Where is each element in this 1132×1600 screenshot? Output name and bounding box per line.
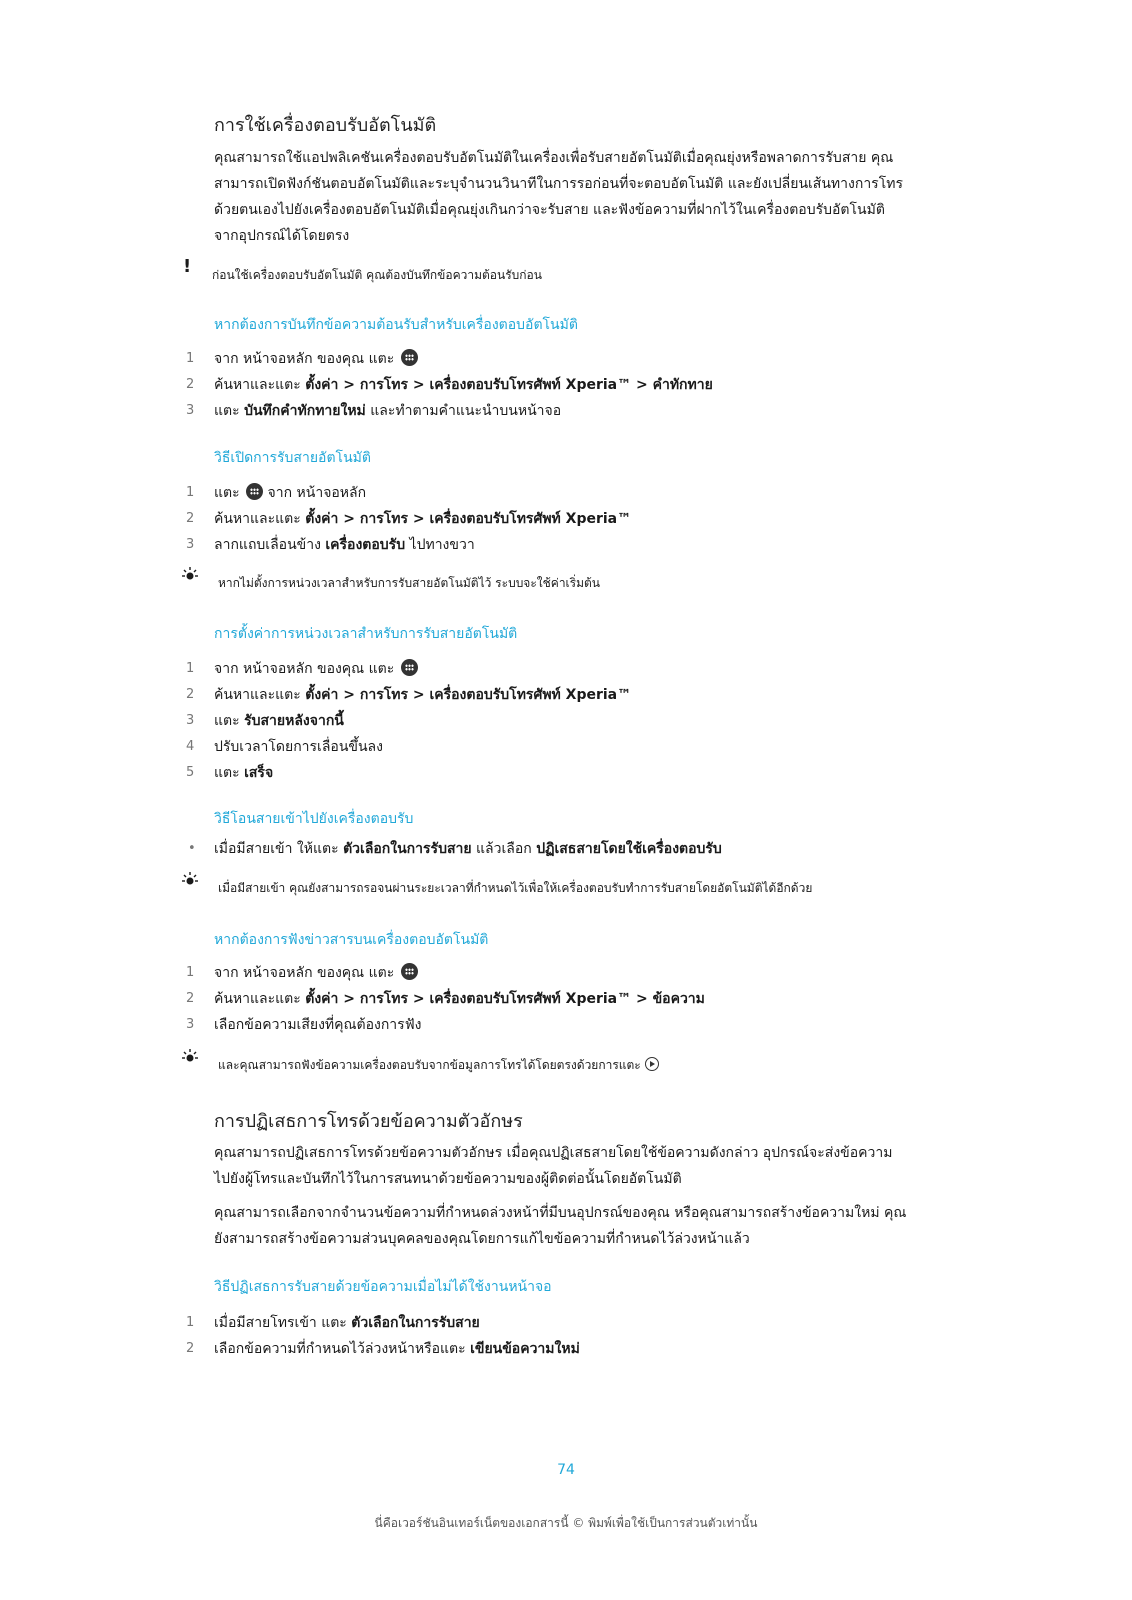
section-title: การใช้เครื่องตอบรับอัตโนมัติ bbox=[214, 115, 437, 136]
step-number: 1 bbox=[186, 1315, 195, 1330]
lightbulb-icon bbox=[180, 871, 200, 889]
step-number: 2 bbox=[186, 511, 195, 526]
bullet: • bbox=[188, 841, 196, 856]
section-title: การปฏิเสธการโทรด้วยข้อความตัวอักษร bbox=[214, 1111, 523, 1132]
footer-notice: นี่คือเวอร์ชันอินเทอร์เน็ตของเอกสารนี้ © พิมพ์เพื่อใช้เป็นการส่วนตัวเท่านั้น bbox=[374, 1516, 758, 1530]
step-number: 2 bbox=[186, 991, 195, 1006]
step-number: 5 bbox=[186, 765, 195, 780]
procedure-title: การตั้งค่าการหน่วงเวลาสำหรับการรับสายอัตโนมัติ bbox=[214, 626, 518, 642]
apps-grid-icon bbox=[401, 963, 418, 980]
step-text: ค้นหาและแตะ ตั้งค่า > การโทร > เครื่องตอบรับโทรศัพท์ Xperia™ bbox=[214, 511, 632, 527]
step-number: 3 bbox=[186, 713, 195, 728]
step-text: แตะ จาก หน้าจอหลัก bbox=[214, 485, 367, 501]
tip-note: และคุณสามารถฟังข้อความเครื่องตอบรับจากข้อมูลการโทรได้โดยตรงด้วยการแตะ bbox=[218, 1056, 659, 1075]
procedure-title: วิธีปฏิเสธการรับสายด้วยข้อความเมื่อไม่ได้ใช้งานหน้าจอ bbox=[214, 1279, 552, 1295]
procedure-title: วิธีโอนสายเข้าไปยังเครื่องตอบรับ bbox=[214, 811, 414, 827]
step-text: ปรับเวลาโดยการเลื่อนขึ้นลง bbox=[214, 739, 383, 755]
step-number: 4 bbox=[186, 739, 195, 754]
step-text: ค้นหาและแตะ ตั้งค่า > การโทร > เครื่องตอบรับโทรศัพท์ Xperia™ bbox=[214, 687, 632, 703]
step-number: 3 bbox=[186, 1017, 195, 1032]
step-number: 2 bbox=[186, 1341, 195, 1356]
paragraph-line: คุณสามารถปฏิเสธการโทรด้วยข้อความตัวอักษร เมื่อคุณปฏิเสธสายโดยใช้ข้อความดังกล่าว อุปกรณ์จะส่งข้อความ bbox=[214, 1145, 893, 1161]
step-number: 3 bbox=[186, 403, 195, 418]
apps-grid-icon bbox=[401, 349, 418, 366]
step-number: 1 bbox=[186, 485, 195, 500]
step-text: เลือกข้อความที่กำหนดไว้ล่วงหน้าหรือแตะ เขียนข้อความใหม่ bbox=[214, 1341, 580, 1357]
paragraph-line: สามารถเปิดฟังก์ชันตอบอัตโนมัติและระบุจำนวนวินาทีในการรอก่อนที่จะตอบอัตโนมัติ และยังเปลี่ยนเส้นทางการโทร bbox=[214, 176, 903, 192]
section-paragraph bbox=[214, 1200, 954, 1252]
step-text: แตะ รับสายหลังจากนี้ bbox=[214, 713, 344, 729]
intro-paragraph bbox=[214, 145, 954, 249]
step-text: แตะ บันทึกคำทักทายใหม่ และทำตามคำแนะนำบนหน้าจอ bbox=[214, 403, 562, 419]
paragraph-line: คุณสามารถใช้แอปพลิเคชันเครื่องตอบรับอัตโนมัติในเครื่องเพื่อรับสายอัตโนมัติเมื่อคุณยุ่งหรือพลาดการรับสาย คุณ bbox=[214, 150, 894, 166]
paragraph-line: ยังสามารถสร้างข้อความส่วนบุคคลของคุณโดยการแก้ไขข้อความที่กำหนดไว้ล่วงหน้าแล้ว bbox=[214, 1231, 750, 1247]
step-text: ค้นหาและแตะ ตั้งค่า > การโทร > เครื่องตอบรับโทรศัพท์ Xperia™ > ข้อความ bbox=[214, 991, 705, 1007]
step-number: 2 bbox=[186, 687, 195, 702]
procedure-title: หากต้องการฟังข่าวสารบนเครื่องตอบอัตโนมัติ bbox=[214, 932, 489, 948]
step-text: เลือกข้อความเสียงที่คุณต้องการฟัง bbox=[214, 1017, 422, 1033]
tip-note: หากไม่ตั้งการหน่วงเวลาสำหรับการรับสายอัตโนมัติไว้ ระบบจะใช้ค่าเริ่มต้น bbox=[218, 576, 601, 590]
tip-note: เมื่อมีสายเข้า คุณยังสามารถรอจนผ่านระยะเวลาที่กำหนดไว้เพื่อให้เครื่องตอบรับทำการรับสายโดยอัตโนมัติได้อีกด้วย bbox=[218, 881, 813, 895]
paragraph-line: ไปยังผู้โทรและบันทึกไว้ในการสนทนาด้วยข้อความของผู้ติดต่อนั้นโดยอัตโนมัติ bbox=[214, 1171, 682, 1187]
step-text: แตะ เสร็จ bbox=[214, 765, 274, 781]
page-number: 74 bbox=[557, 1462, 575, 1478]
step-text: ค้นหาและแตะ ตั้งค่า > การโทร > เครื่องตอบรับโทรศัพท์ Xperia™ > คำทักทาย bbox=[214, 377, 713, 393]
step-text: ลากแถบเลื่อนข้าง เครื่องตอบรับ ไปทางขวา bbox=[214, 537, 475, 553]
step-number: 1 bbox=[186, 661, 195, 676]
step-number: 2 bbox=[186, 377, 195, 392]
step-number: 1 bbox=[186, 965, 195, 980]
warning-note: ก่อนใช้เครื่องตอบรับอัตโนมัติ คุณต้องบันทึกข้อความต้อนรับก่อน bbox=[212, 268, 542, 282]
procedure-title: หากต้องการบันทึกข้อความต้อนรับสำหรับเครื่องตอบอัตโนมัติ bbox=[214, 317, 578, 333]
lightbulb-icon bbox=[180, 566, 200, 584]
paragraph-line: ด้วยตนเองไปยังเครื่องตอบอัตโนมัติเมื่อคุณยุ่งเกินกว่าจะรับสาย และฟังข้อความที่ฝากไว้ในเครื่องตอบรับอัตโนมัติ bbox=[214, 202, 885, 218]
step-text: จาก หน้าจอหลัก ของคุณ แตะ bbox=[214, 960, 418, 986]
paragraph-line: จากอุปกรณ์ได้โดยตรง bbox=[214, 228, 350, 244]
exclamation-icon: ! bbox=[183, 256, 192, 277]
apps-grid-icon bbox=[246, 483, 263, 500]
section-paragraph bbox=[214, 1140, 954, 1192]
procedure-title: วิธีเปิดการรับสายอัตโนมัติ bbox=[214, 450, 371, 466]
step-text: จาก หน้าจอหลัก ของคุณ แตะ bbox=[214, 346, 418, 372]
lightbulb-icon bbox=[180, 1048, 200, 1066]
paragraph-line: คุณสามารถเลือกจากจำนวนข้อความที่กำหนดล่วงหน้าที่มีบนอุปกรณ์ของคุณ หรือคุณสามารถสร้างข้อความใหม่ คุณ bbox=[214, 1205, 907, 1221]
apps-grid-icon bbox=[401, 659, 418, 676]
step-text: จาก หน้าจอหลัก ของคุณ แตะ bbox=[214, 656, 418, 682]
step-text: เมื่อมีสายโทรเข้า แตะ ตัวเลือกในการรับสาย bbox=[214, 1315, 480, 1331]
play-icon bbox=[645, 1057, 659, 1071]
step-number: 1 bbox=[186, 351, 195, 366]
step-text: เมื่อมีสายเข้า ให้แตะ ตัวเลือกในการรับสาย แล้วเลือก ปฏิเสธสายโดยใช้เครื่องตอบรับ bbox=[214, 841, 722, 857]
step-number: 3 bbox=[186, 537, 195, 552]
